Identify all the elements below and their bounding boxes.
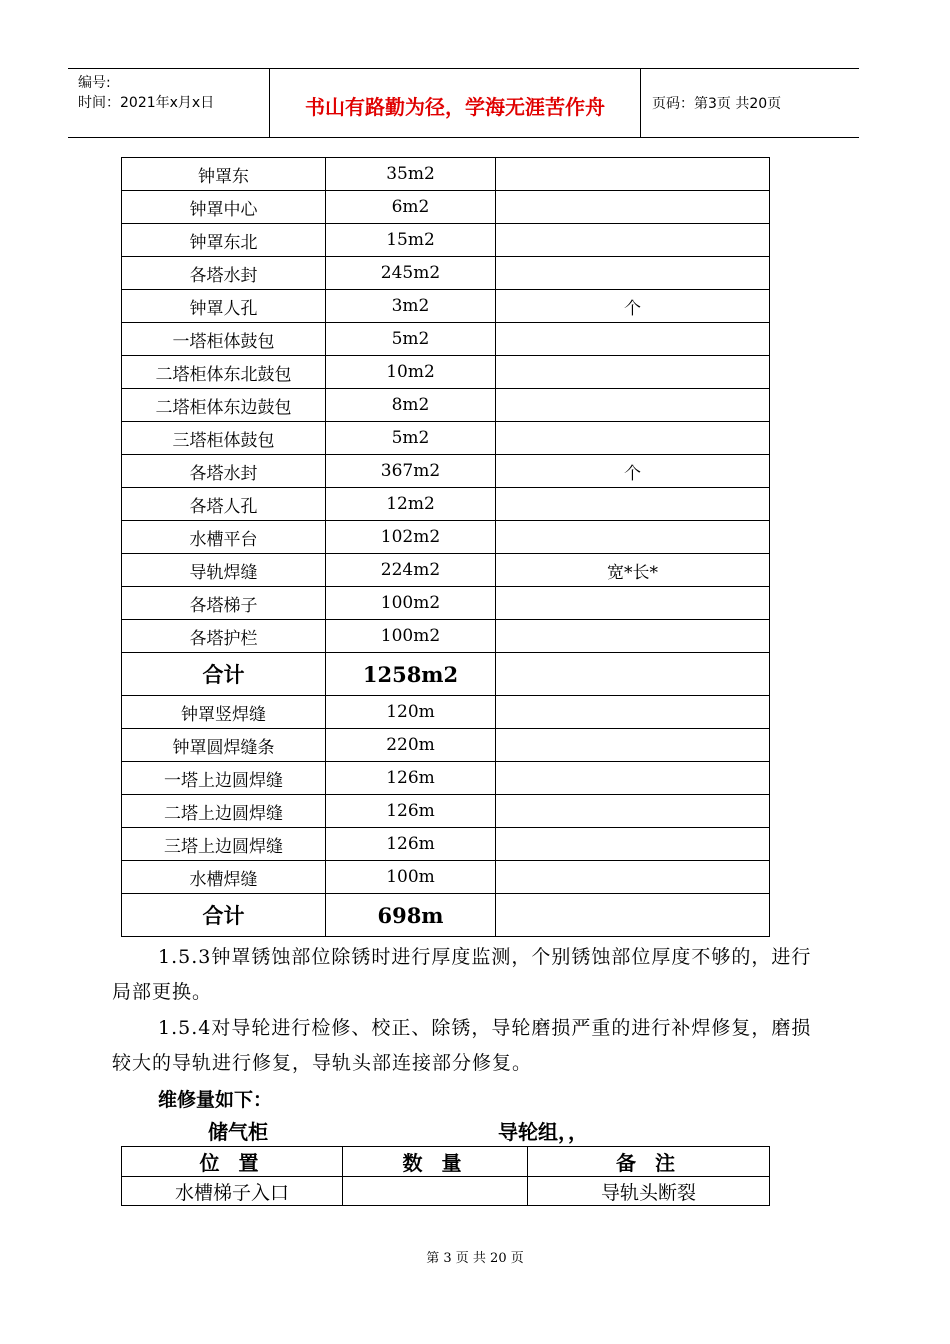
cell-quantity: 100m — [326, 861, 496, 894]
table-row — [122, 422, 770, 455]
cell-quantity: 5m2 — [326, 323, 496, 356]
cell-quantity: 100m2 — [326, 620, 496, 653]
cell-quantity: 12m2 — [326, 488, 496, 521]
cell-note — [496, 894, 770, 937]
cell-note — [496, 257, 770, 290]
cell-note — [496, 795, 770, 828]
table-row — [122, 191, 770, 224]
guide-wheel-label: 导轮组，， — [498, 1120, 588, 1144]
table-row — [122, 861, 770, 894]
cell-quantity: 126m — [326, 795, 496, 828]
cell-note — [496, 422, 770, 455]
gas-holder-label: 储气柜 — [208, 1120, 268, 1144]
cell-quantity: 120m — [326, 696, 496, 729]
cell-quantity: 15m2 — [326, 224, 496, 257]
cell-quantity: 102m2 — [326, 521, 496, 554]
table-row — [122, 554, 770, 587]
cell-note — [496, 356, 770, 389]
cell-note — [496, 620, 770, 653]
page-footer: 第 3 页 共 20 页 — [426, 1251, 524, 1266]
cell-note — [496, 488, 770, 521]
header-note: 备 注 — [528, 1147, 770, 1177]
cell-note: 导轨头断裂 — [528, 1177, 770, 1206]
cell-position: 二塔上边圆焊缝 — [122, 795, 326, 828]
header-meta — [78, 73, 214, 113]
cell-quantity: 6m2 — [326, 191, 496, 224]
page-header — [68, 68, 859, 138]
cell-quantity: 3m2 — [326, 290, 496, 323]
table-row — [122, 696, 770, 729]
table-row — [122, 1177, 770, 1206]
table-row — [122, 323, 770, 356]
cell-quantity: 367m2 — [326, 455, 496, 488]
cell-position: 各塔护栏 — [122, 620, 326, 653]
cell-quantity: 224m2 — [326, 554, 496, 587]
cell-note — [496, 158, 770, 191]
table-row — [122, 828, 770, 861]
cell-note — [496, 224, 770, 257]
cell-quantity: 245m2 — [326, 257, 496, 290]
table-row — [122, 620, 770, 653]
cell-position: 合计 — [122, 653, 326, 696]
cell-quantity: 698m — [326, 894, 496, 937]
table-header-row — [122, 1147, 770, 1177]
paragraph-1-5-3: 1.5.3钟罩锈蚀部位除锈时进行厚度监测，个别锈蚀部位厚度不够的，进行局部更换。 — [112, 946, 812, 1003]
table-row — [122, 795, 770, 828]
table-row — [122, 587, 770, 620]
repair-area-table — [121, 157, 770, 937]
cell-quantity: 100m2 — [326, 587, 496, 620]
cell-note — [496, 828, 770, 861]
table-row — [122, 521, 770, 554]
cell-note — [496, 729, 770, 762]
cell-note: 宽*长* — [496, 554, 770, 587]
cell-note — [496, 861, 770, 894]
cell-note — [496, 191, 770, 224]
cell-quantity — [343, 1177, 528, 1206]
cell-position: 钟罩圆焊缝条 — [122, 729, 326, 762]
cell-note — [496, 587, 770, 620]
cell-quantity: 1258m2 — [326, 653, 496, 696]
total-row — [122, 894, 770, 937]
cell-position: 钟罩东北 — [122, 224, 326, 257]
paragraph-1-5-4: 1.5.4对导轮进行检修、校正、除锈，导轮磨损严重的进行补焊修复，磨损较大的导轨进行修复，导轨头部连接部分修复。 — [112, 1017, 812, 1074]
total-row — [122, 653, 770, 696]
cell-position: 钟罩中心 — [122, 191, 326, 224]
repair-heading: 维修量如下： — [158, 1089, 273, 1111]
cell-quantity: 10m2 — [326, 356, 496, 389]
table-row — [122, 356, 770, 389]
table-row — [122, 455, 770, 488]
table-row — [122, 257, 770, 290]
cell-note — [496, 521, 770, 554]
cell-position: 水槽焊缝 — [122, 861, 326, 894]
cell-quantity: 35m2 — [326, 158, 496, 191]
table-row — [122, 729, 770, 762]
cell-position: 二塔柜体东北鼓包 — [122, 356, 326, 389]
cell-position: 各塔水封 — [122, 455, 326, 488]
cell-position: 合计 — [122, 894, 326, 937]
cell-note — [496, 323, 770, 356]
cell-position: 一塔柜体鼓包 — [122, 323, 326, 356]
cell-position: 钟罩竖焊缝 — [122, 696, 326, 729]
cell-quantity: 5m2 — [326, 422, 496, 455]
cell-position: 各塔梯子 — [122, 587, 326, 620]
cell-position: 各塔水封 — [122, 257, 326, 290]
cell-position: 水槽梯子入口 — [122, 1177, 343, 1206]
cell-position: 水槽平台 — [122, 521, 326, 554]
cell-note — [496, 696, 770, 729]
cell-note — [496, 389, 770, 422]
cell-position: 钟罩东 — [122, 158, 326, 191]
header-quantity: 数 量 — [343, 1147, 528, 1177]
cell-quantity: 8m2 — [326, 389, 496, 422]
cell-quantity: 126m — [326, 762, 496, 795]
cell-position: 钟罩人孔 — [122, 290, 326, 323]
table-row — [122, 290, 770, 323]
table-row — [122, 488, 770, 521]
cell-position: 一塔上边圆焊缝 — [122, 762, 326, 795]
header-motto: 书山有路勤为径，学海无涯苦作舟 — [305, 95, 605, 119]
header-page-info: 页码：第3页 共20页 — [652, 96, 782, 112]
table-row — [122, 158, 770, 191]
cell-quantity: 220m — [326, 729, 496, 762]
table-row — [122, 224, 770, 257]
cell-position: 导轨焊缝 — [122, 554, 326, 587]
cell-note: 个 — [496, 455, 770, 488]
cell-note: 个 — [496, 290, 770, 323]
doc-date: 时间：2021年x月x日 — [78, 95, 215, 111]
cell-quantity: 126m — [326, 828, 496, 861]
guide-wheel-table — [121, 1146, 770, 1206]
cell-position: 三塔柜体鼓包 — [122, 422, 326, 455]
doc-number: 编号: — [78, 75, 111, 91]
cell-position: 二塔柜体东边鼓包 — [122, 389, 326, 422]
cell-position: 三塔上边圆焊缝 — [122, 828, 326, 861]
table-row — [122, 762, 770, 795]
cell-note — [496, 762, 770, 795]
table-row — [122, 389, 770, 422]
cell-note — [496, 653, 770, 696]
header-divider — [640, 69, 641, 137]
cell-position: 各塔人孔 — [122, 488, 326, 521]
header-position: 位 置 — [122, 1147, 343, 1177]
